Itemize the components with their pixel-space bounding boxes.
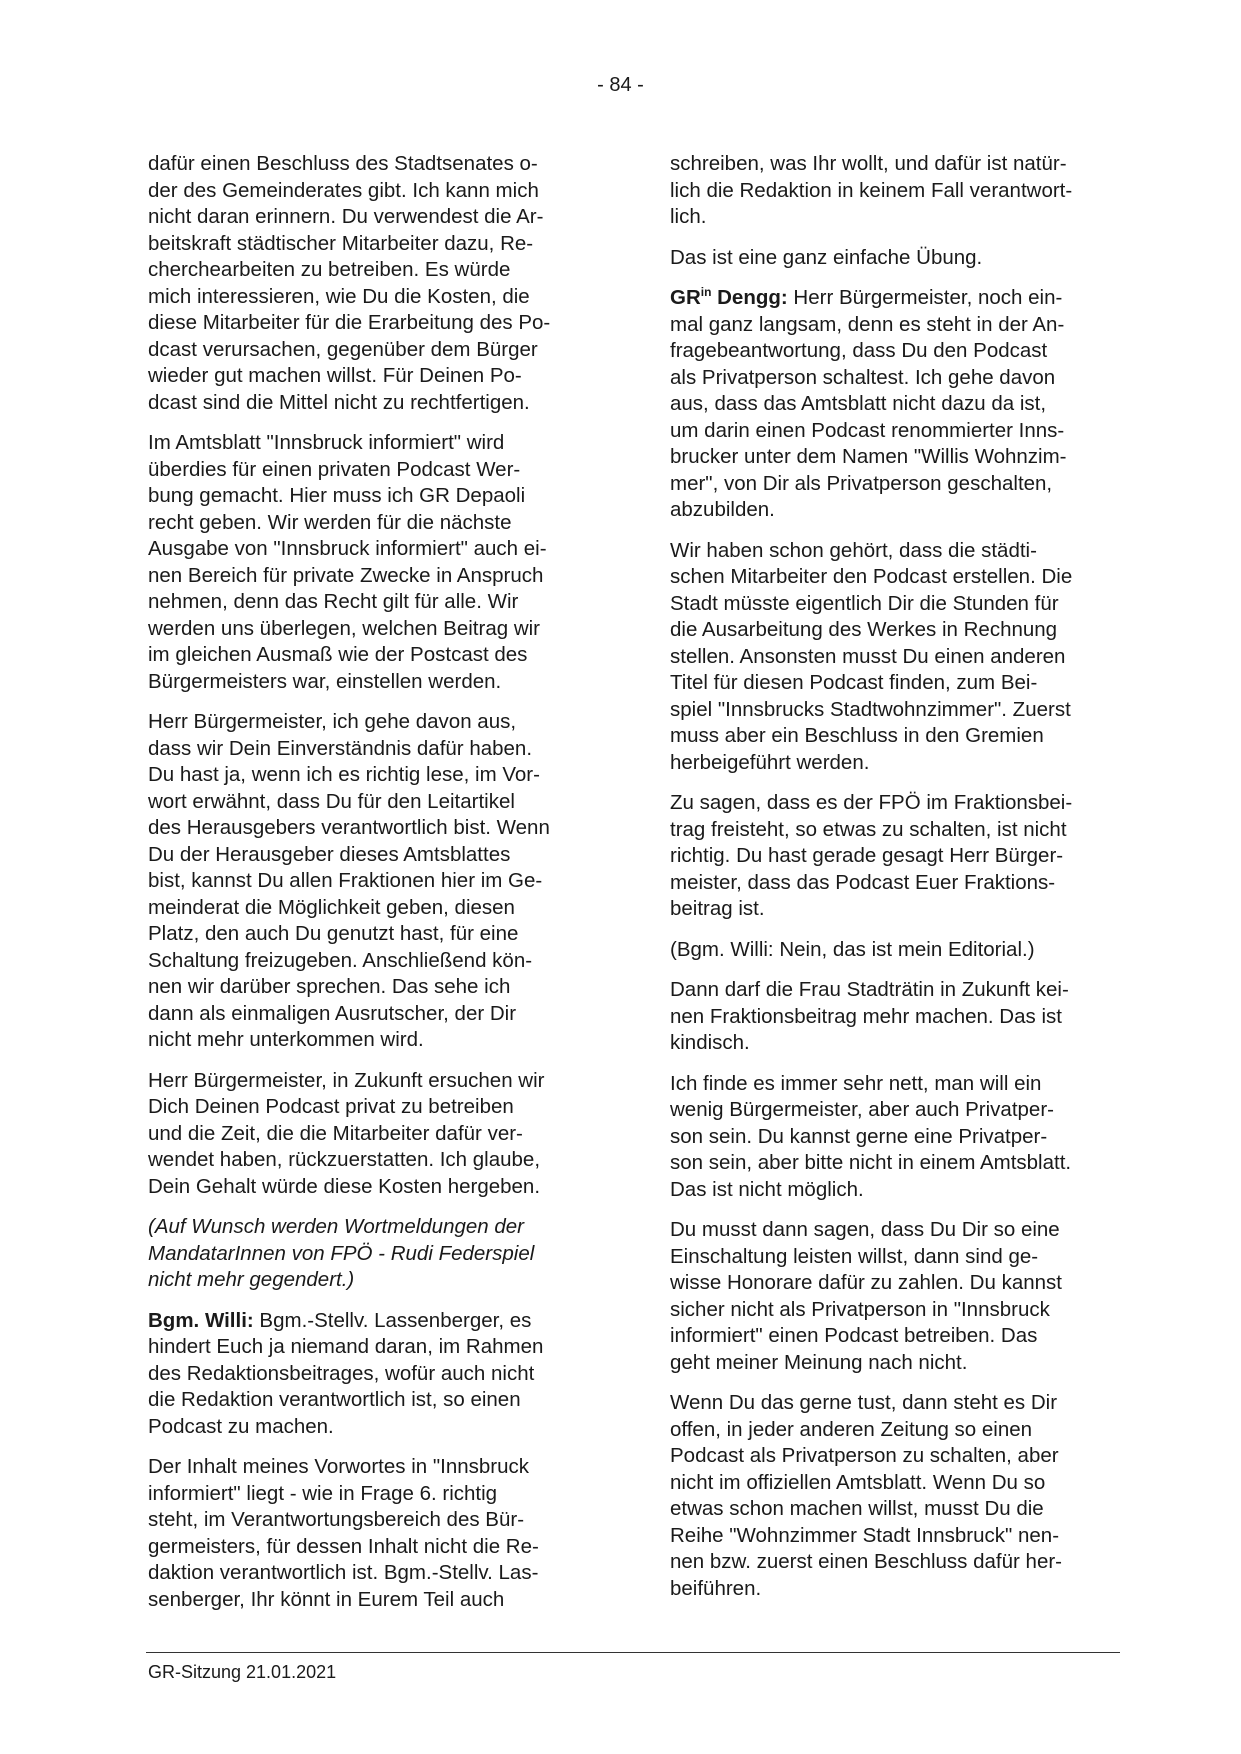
paragraph-line (670, 285, 1126, 312)
paragraph-line: son sein. Du kannst gerne eine Privatper- (670, 1124, 1048, 1148)
paragraph-line: nicht daran erinnern. Du verwendest die Ar- (148, 205, 544, 228)
paragraph-line: etwas schon machen willst, musst Du die (670, 1497, 1044, 1520)
paragraph-line: nen wir darüber sprechen. Das sehe ich (148, 975, 511, 998)
paragraph-line: dann als einmaligen Ausrutscher, der Dir (148, 1001, 517, 1025)
paragraph-line: nen Bereich für private Zwecke in Anspruch (148, 563, 544, 587)
paragraph-line: Wir haben schon gehört, dass die städti- (670, 538, 1037, 562)
paragraph-line: germeisters, für dessen Inhalt nicht die Re- (148, 1534, 539, 1558)
paragraph-line: schen Mitarbeiter den Podcast erstellen. Die (670, 565, 1073, 588)
paragraph-line: dcast sind die Mittel nicht zu rechtfertigen. (148, 390, 530, 414)
paragraph (670, 538, 1126, 777)
paragraph-line: geht meiner Meinung nach nicht. (670, 1350, 968, 1374)
paragraph-line: Das ist nicht möglich. (670, 1177, 864, 1201)
paragraph-line: (Auf Wunsch werden Wortmeldungen der (148, 1215, 525, 1238)
paragraph (148, 1454, 604, 1613)
paragraph-line: Das ist eine ganz einfache Übung. (670, 245, 983, 269)
paragraph-line: mer", von Dir als Privatperson geschalten, (670, 471, 1053, 495)
paragraph-line: wisse Honorare dafür zu zahlen. Du kannst (670, 1271, 1062, 1294)
paragraph-line: informiert" liegt - wie in Frage 6. richtig (148, 1481, 498, 1505)
paragraph-line: nicht mehr unterkommen wird. (148, 1028, 424, 1051)
footer-divider (146, 1652, 1120, 1653)
paragraph-line: lich die Redaktion in keinem Fall verantwort- (670, 178, 1073, 202)
paragraph-line: brucker unter dem Namen "Willis Wohnzim- (670, 445, 1067, 468)
paragraph-line: daktion verantwortlich ist. Bgm.-Stellv. Las- (148, 1561, 539, 1584)
paragraph-line: mich interessieren, wie Du die Kosten, die (148, 284, 530, 308)
paragraph-line: nehmen, denn das Recht gilt für alle. Wir (148, 590, 519, 613)
paragraph-line: Du der Herausgeber dieses Amtsblattes (148, 842, 511, 866)
paragraph-line: meinderat die Möglichkeit geben, diesen (148, 895, 515, 919)
paragraph-line: meister, dass das Podcast Euer Fraktions- (670, 870, 1056, 894)
paragraph-line: Dich Deinen Podcast privat zu betreiben (148, 1095, 514, 1118)
paragraph-line: im gleichen Ausmaß wie der Postcast des (148, 643, 528, 666)
paragraph-line: Podcast als Privatperson zu schalten, aber (670, 1444, 1059, 1467)
paragraph-line: nen Fraktionsbeitrag mehr machen. Das ist (670, 1004, 1062, 1028)
paragraph-line (148, 1308, 604, 1335)
paragraph-line: herbeigeführt werden. (670, 750, 870, 774)
paragraph-line: bung gemacht. Hier muss ich GR Depaoli (148, 484, 526, 507)
paragraph-line: Titel für diesen Podcast finden, zum Bei- (670, 671, 1038, 694)
paragraph-line: Herr Bürgermeister, ich gehe davon aus, (148, 710, 517, 733)
paragraph-line: beitskraft städtischer Mitarbeiter dazu, Re- (148, 231, 534, 255)
paragraph-line: dafür einen Beschluss des Stadtsenates o- (148, 152, 538, 175)
page-number: - 84 - (597, 74, 644, 96)
paragraph-line: fragebeantwortung, dass Du den Podcast (670, 339, 1048, 362)
paragraph-line: sicher nicht als Privatperson in "Innsbruck (670, 1297, 1050, 1321)
paragraph-line: der des Gemeinderates gibt. Ich kann mich (148, 178, 539, 202)
paragraph-line: Ich finde es immer sehr nett, man will ein (670, 1071, 1042, 1095)
paragraph (148, 151, 604, 416)
paragraph-line: beiführen. (670, 1576, 762, 1600)
paragraph-line: wort erwähnt, dass Du für den Leitartikel (148, 789, 515, 813)
paragraph-line: informiert" einen Podcast betreiben. Das (670, 1324, 1038, 1347)
paragraph-line: werden uns überlegen, welchen Beitrag wir (148, 616, 541, 640)
speech-opening: Herr Bürgermeister, noch ein- (787, 286, 1063, 309)
paragraph-line: des Redaktionsbeitrages, wofür auch nicht (148, 1361, 535, 1385)
paragraph-line: abzubilden. (670, 498, 775, 521)
paragraph-line: kindisch. (670, 1031, 750, 1054)
paragraph-line: hindert Euch ja niemand daran, im Rahmen (148, 1335, 544, 1358)
paragraph (670, 790, 1126, 923)
paragraph-line: überdies für einen privaten Podcast Wer- (148, 457, 521, 481)
paragraph-line: Herr Bürgermeister, in Zukunft ersuchen wir (148, 1068, 545, 1092)
paragraph-line: Ausgabe von "Innsbruck informiert" auch ei- (148, 537, 547, 560)
paragraph-line: Einschaltung leisten willst, dann sind ge- (670, 1244, 1039, 1268)
paragraph-line: dcast verursachen, gegenüber dem Bürger (148, 337, 538, 361)
paragraph (670, 151, 1126, 231)
paragraph-line: Stadt müsste eigentlich Dir die Stunden für (670, 591, 1059, 615)
paragraph (670, 1217, 1126, 1376)
speaker-name (670, 286, 788, 309)
paragraph-line: son sein, aber bitte nicht in einem Amtsblatt. (670, 1151, 1072, 1174)
paragraph-line: Im Amtsblatt "Innsbruck informiert" wird (148, 431, 505, 454)
paragraph-line: Zu sagen, dass es der FPÖ im Fraktionsbei- (670, 791, 1073, 814)
paragraph-line: lich. (670, 205, 707, 228)
paragraph-line: recht geben. Wir werden für die nächste (148, 510, 512, 534)
speech-opening: Bgm.-Stellv. Lassenberger, es (253, 1308, 532, 1332)
paragraph-line: (Bgm. Willi: Nein, das ist mein Editorial.) (670, 937, 1035, 961)
paragraph-line: muss aber ein Beschluss in den Gremien (670, 724, 1044, 747)
paragraph-line: nicht im offiziellen Amtsblatt. Wenn Du so (670, 1470, 1046, 1494)
paragraph (670, 977, 1126, 1057)
paragraph (148, 709, 604, 1054)
paragraph-line: diese Mitarbeiter für die Erarbeitung des Po- (148, 311, 551, 334)
paragraph-line: Platz, den auch Du genutzt hast, für eine (148, 922, 519, 945)
footer-session-date: GR-Sitzung 21.01.2021 (148, 1662, 337, 1682)
paragraph-line: Du hast ja, wenn ich es richtig lese, im Vor- (148, 763, 540, 786)
paragraph (670, 1071, 1126, 1204)
paragraph-line: als Privatperson schaltest. Ich gehe davon (670, 365, 1056, 389)
left-column (148, 151, 604, 1627)
paragraph (148, 430, 604, 695)
paragraph-line: trag freisteht, so etwas zu schalten, ist nicht (670, 817, 1067, 841)
paragraph-line: wenig Bürgermeister, aber auch Privatper- (670, 1098, 1054, 1121)
paragraph-line: um darin einen Podcast renommierter Inns- (670, 418, 1065, 442)
paragraph-line: die Ausarbeitung des Werkes in Rechnung (670, 618, 1058, 641)
paragraph-line: wendet haben, rückzuerstatten. Ich glaube, (148, 1148, 541, 1171)
paragraph-line: offen, in jeder anderen Zeitung so einen (670, 1417, 1033, 1441)
paragraph-line: MandatarInnen von FPÖ - Rudi Federspiel (148, 1241, 535, 1265)
paragraph (670, 1390, 1126, 1602)
paragraph-line: nicht mehr gegendert.) (148, 1268, 355, 1291)
speaker-surname: Dengg: (711, 286, 788, 309)
paragraph (670, 285, 1126, 524)
paragraph-line: cherchearbeiten zu betreiben. Es würde (148, 258, 511, 281)
paragraph (148, 1308, 604, 1441)
paragraph-line: schreiben, was Ihr wollt, und dafür ist natür- (670, 152, 1067, 175)
paragraph-line: mal ganz langsam, denn es steht in der An- (670, 312, 1065, 336)
paragraph-line: beitrag ist. (670, 897, 765, 920)
paragraph-line: die Redaktion verantwortlich ist, so einen (148, 1388, 521, 1411)
paragraph-line: steht, im Verantwortungsbereich des Bür- (148, 1508, 525, 1531)
paragraph-line: wieder gut machen willst. Für Deinen Po- (148, 364, 522, 387)
speaker-name (148, 1309, 254, 1332)
speaker-label: GR (670, 286, 701, 309)
paragraph (670, 245, 1126, 272)
paragraph-line: Der Inhalt meines Vorwortes in "Innsbruck (148, 1455, 530, 1478)
speaker-label: Bgm. Willi: (148, 1308, 254, 1332)
paragraph-line: Reihe "Wohnzimmer Stadt Innsbruck" nen- (670, 1523, 1060, 1547)
paragraph-line: dass wir Dein Einverständnis dafür haben. (148, 736, 533, 760)
paragraph-line: Schaltung freizugeben. Anschließend kön- (148, 948, 533, 972)
paragraph (148, 1214, 604, 1294)
paragraph (148, 1068, 604, 1201)
paragraph-line: Du musst dann sagen, dass Du Dir so eine (670, 1218, 1060, 1241)
paragraph-line: und die Zeit, die die Mitarbeiter dafür ver- (148, 1121, 523, 1145)
paragraph-line: richtig. Du hast gerade gesagt Herr Bürger- (670, 844, 1064, 867)
paragraph-line: aus, dass das Amtsblatt nicht dazu da ist, (670, 392, 1047, 415)
paragraph-line: Dein Gehalt würde diese Kosten hergeben. (148, 1174, 541, 1198)
paragraph-line: Bürgermeisters war, einstellen werden. (148, 669, 502, 693)
paragraph-line: spiel "Innsbrucks Stadtwohnzimmer". Zuerst (670, 697, 1071, 721)
right-column (670, 151, 1126, 1616)
speaker-title-superscript: in (700, 285, 712, 299)
paragraph-line: Wenn Du das gerne tust, dann steht es Dir (670, 1391, 1058, 1414)
paragraph-line: stellen. Ansonsten musst Du einen anderen (670, 644, 1066, 668)
paragraph-line: senberger, Ihr könnt in Eurem Teil auch (148, 1587, 505, 1611)
paragraph-line: des Herausgebers verantwortlich bist. Wenn (148, 816, 550, 839)
paragraph (670, 937, 1126, 964)
paragraph-line: nen bzw. zuerst einen Beschluss dafür her- (670, 1550, 1062, 1573)
paragraph-line: Dann darf die Frau Stadträtin in Zukunft kei- (670, 978, 1069, 1001)
paragraph-line: bist, kannst Du allen Fraktionen hier im Ge- (148, 869, 543, 892)
paragraph-line: Podcast zu machen. (148, 1414, 334, 1438)
